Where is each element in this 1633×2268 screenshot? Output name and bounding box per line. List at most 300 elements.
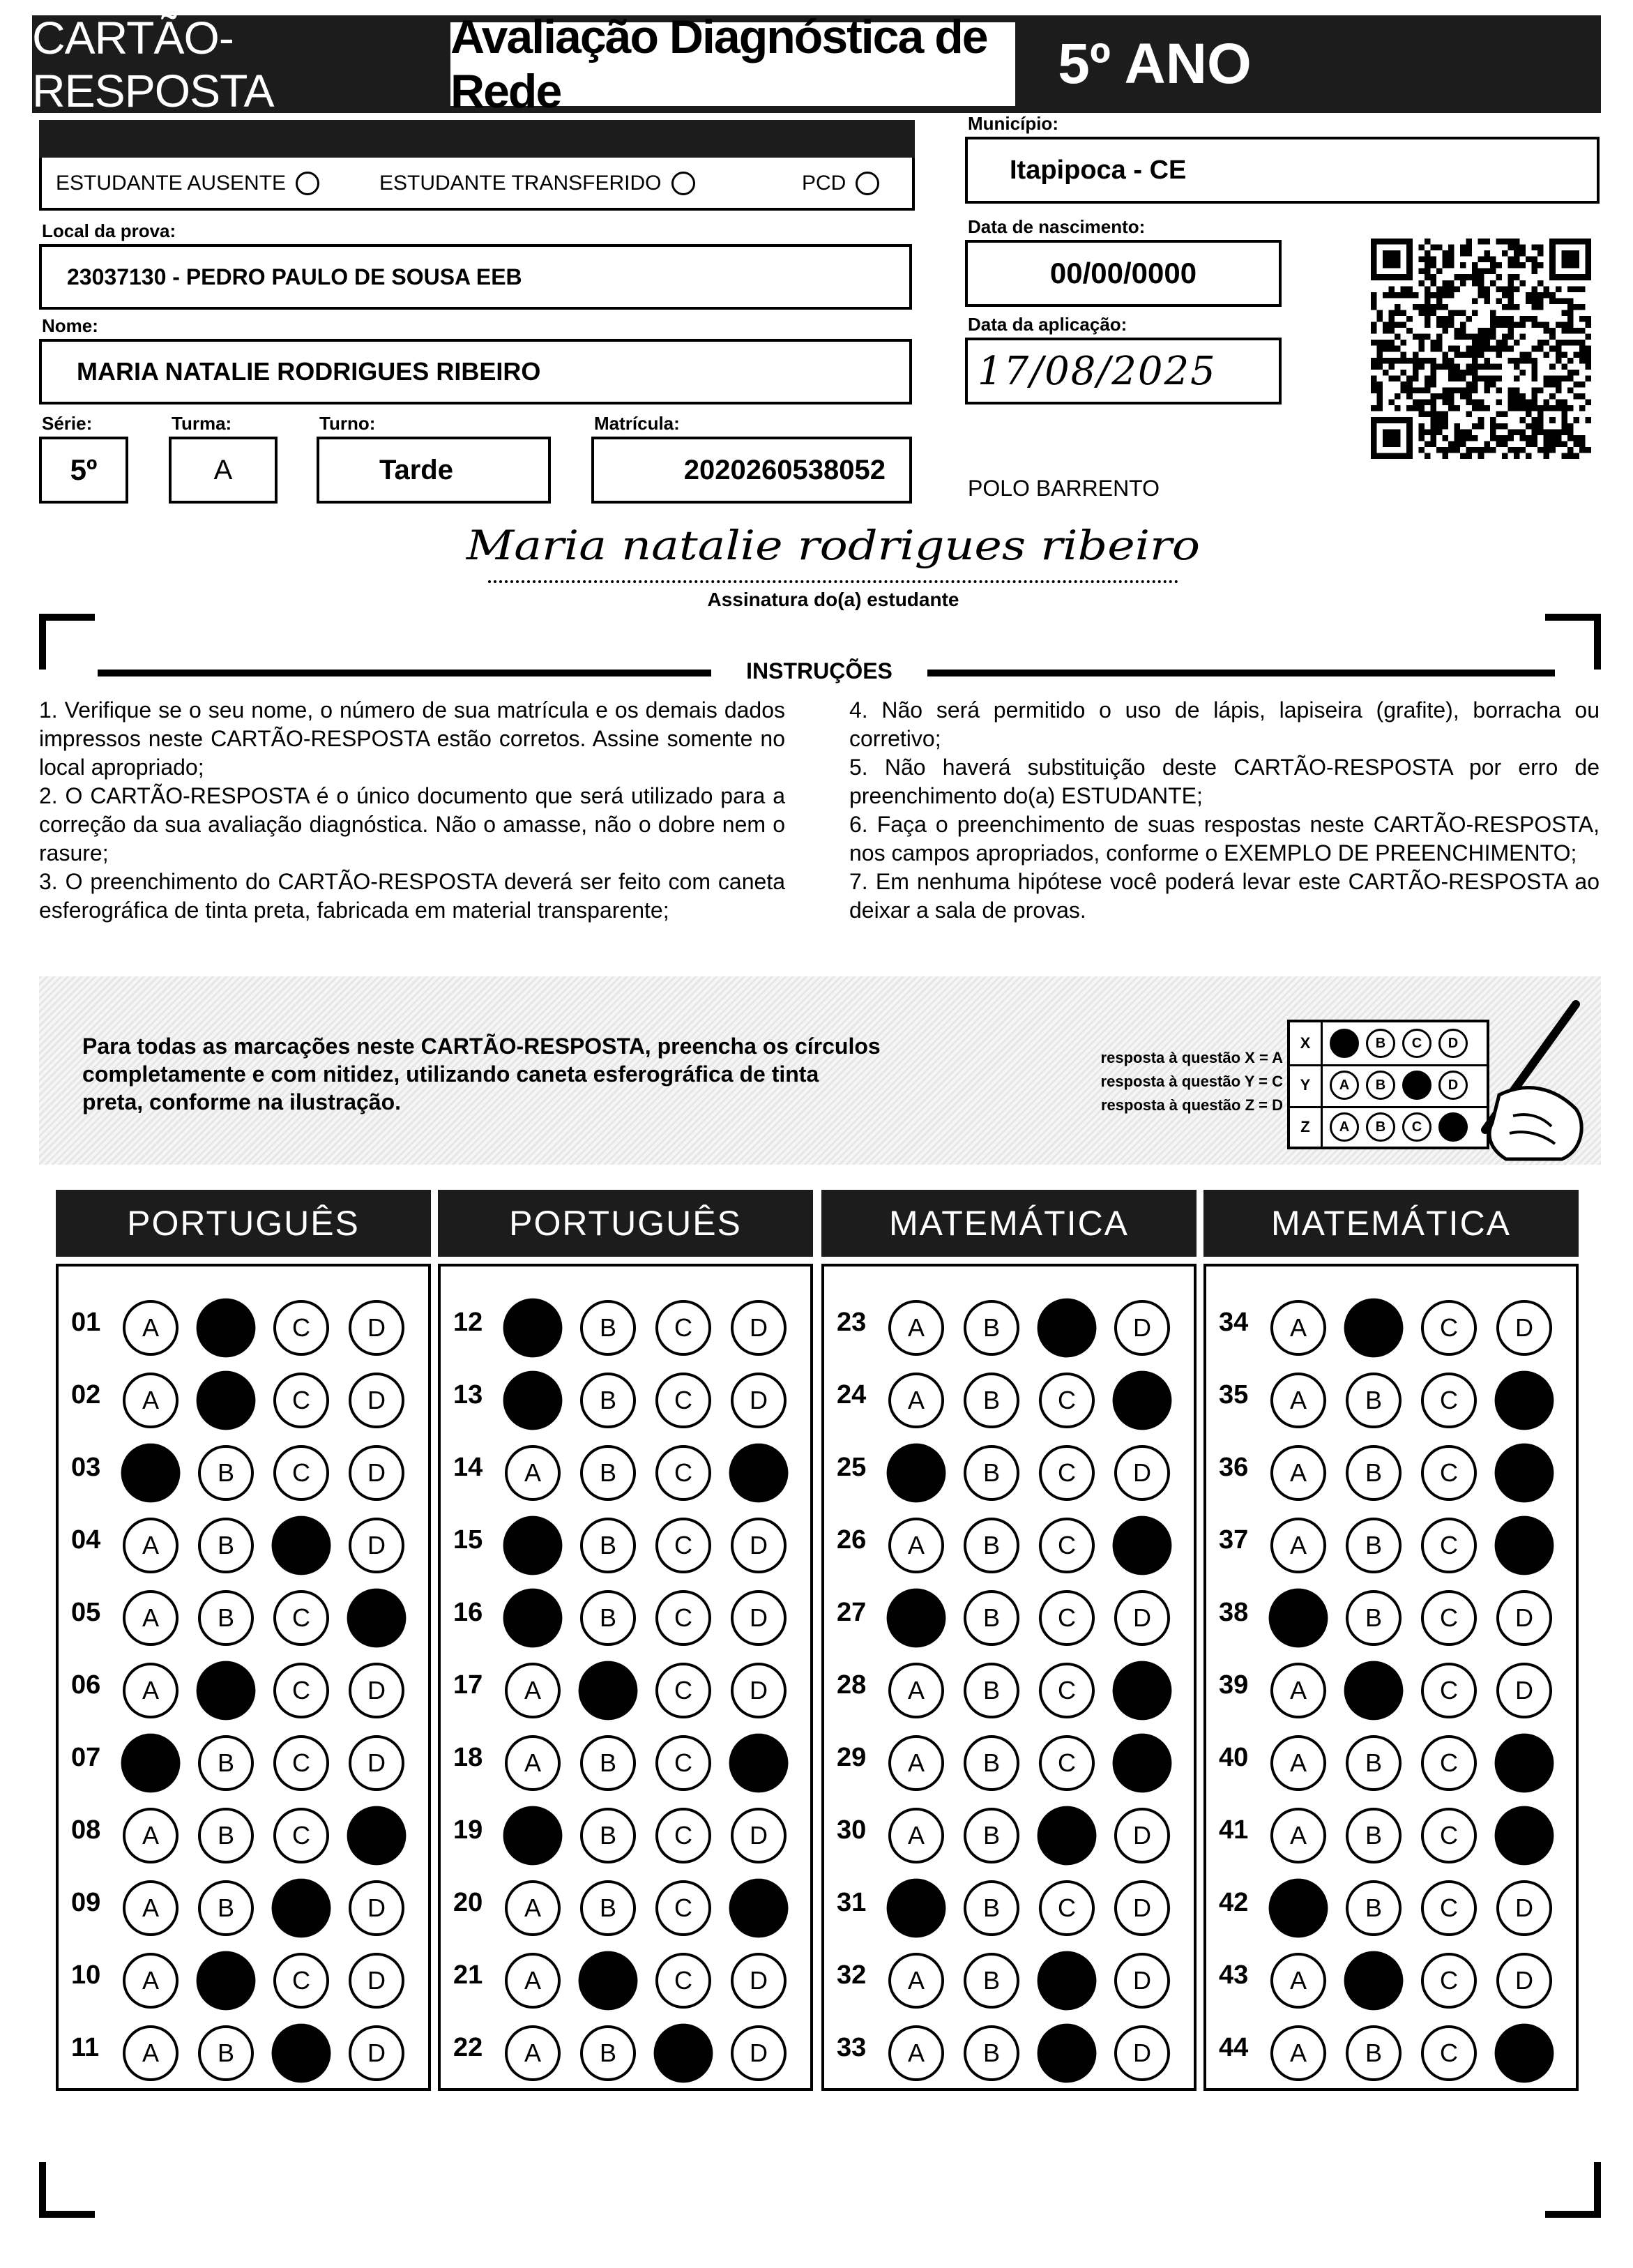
answer-bubble-c[interactable]: C	[1421, 1735, 1477, 1791]
answer-bubble-b[interactable]: B	[198, 1880, 254, 1936]
answer-bubble-a[interactable]	[121, 1444, 181, 1503]
answer-bubble-d[interactable]	[1113, 1734, 1172, 1793]
answer-bubble-a[interactable]: A	[888, 1953, 944, 2009]
question-number: 22	[453, 2032, 483, 2062]
example-row-label: X	[1290, 1022, 1323, 1064]
answer-bubble-c[interactable]: C	[655, 1445, 711, 1501]
answer-bubble-c[interactable]	[1038, 1299, 1097, 1358]
answer-row	[824, 1721, 1194, 1794]
question-number: 42	[1219, 1887, 1249, 1917]
answer-bubble-b[interactable]	[197, 1371, 256, 1430]
answer-bubble-c[interactable]: C	[655, 1808, 711, 1863]
answer-bubble-c[interactable]: C	[273, 1445, 329, 1501]
answer-bubble-a[interactable]: A	[888, 1373, 944, 1428]
answer-bubble-d[interactable]: D	[731, 1953, 787, 2009]
example-legend-z: resposta à questão Z = D	[1100, 1096, 1283, 1114]
instruction-4: 4. Não será permitido o uso de lápis, lapiseira (grafite), borracha ou corretivo;	[849, 697, 1600, 751]
answer-bubble-c[interactable]: C	[1421, 1590, 1477, 1646]
example-row-label: Z	[1290, 1106, 1323, 1148]
answer-bubble-a[interactable]	[503, 1806, 563, 1866]
example-bubble: D	[1438, 1071, 1468, 1100]
answer-bubble-a[interactable]: A	[505, 2025, 561, 2081]
answer-bubble-c[interactable]: C	[273, 1300, 329, 1356]
answer-bubble-b[interactable]	[579, 1661, 638, 1721]
answer-bubble-b[interactable]: B	[198, 2025, 254, 2081]
question-number: 27	[837, 1597, 867, 1627]
answer-bubble-d[interactable]: D	[1114, 2025, 1170, 2081]
question-number: 12	[453, 1307, 483, 1337]
answer-bubble-b[interactable]: B	[198, 1590, 254, 1646]
card-title: CARTÃO-RESPOSTA	[32, 12, 274, 116]
question-number: 09	[71, 1887, 101, 1917]
application-date-label: Data da aplicação:	[968, 314, 1127, 335]
answer-bubble-c[interactable]: C	[1039, 1518, 1095, 1573]
answer-bubble-b[interactable]	[1344, 1951, 1404, 2011]
answer-bubble-c[interactable]: C	[655, 1300, 711, 1356]
matricula-label: Matrícula:	[594, 413, 680, 434]
answer-bubble-b[interactable]: B	[580, 1808, 636, 1863]
answer-bubble-a[interactable]	[503, 1299, 563, 1358]
corner-mark-bottom-right	[1545, 2162, 1601, 2218]
question-number: 44	[1219, 2032, 1249, 2062]
answer-bubble-a[interactable]: A	[1270, 1663, 1326, 1718]
answer-section	[821, 1264, 1197, 2091]
qr-code	[1371, 239, 1591, 459]
answer-bubble-b[interactable]: B	[1346, 1518, 1402, 1573]
answer-row	[441, 1504, 810, 1576]
answer-row	[59, 1286, 428, 1359]
answer-bubble-c[interactable]: C	[1421, 1663, 1477, 1718]
question-number: 35	[1219, 1379, 1249, 1409]
answer-bubble-a[interactable]	[887, 1444, 946, 1503]
section-header: PORTUGUÊS	[438, 1190, 813, 1257]
answer-bubble-d[interactable]: D	[349, 1663, 404, 1718]
answer-bubble-a[interactable]: A	[1270, 2025, 1326, 2081]
answer-bubble-c[interactable]: C	[1039, 1590, 1095, 1646]
answer-bubble-a[interactable]: A	[505, 1663, 561, 1718]
answer-row	[441, 1359, 810, 1431]
answer-row	[59, 1794, 428, 1866]
answer-bubble-a[interactable]	[1269, 1879, 1328, 1938]
answer-bubble-c[interactable]	[272, 1879, 331, 1938]
answer-bubble-b[interactable]: B	[580, 1373, 636, 1428]
answer-bubble-d[interactable]: D	[1496, 1880, 1552, 1936]
answer-bubble-b[interactable]	[197, 1951, 256, 2011]
example-bubble: B	[1366, 1112, 1395, 1142]
answer-section	[1203, 1264, 1579, 2091]
answer-bubble-d[interactable]: D	[1496, 1663, 1552, 1718]
answer-bubble-d[interactable]: D	[731, 1590, 787, 1646]
option-absent[interactable]	[56, 172, 319, 195]
answer-bubble-b[interactable]: B	[198, 1735, 254, 1791]
answer-bubble-c[interactable]	[1038, 1951, 1097, 2011]
question-number: 24	[837, 1379, 867, 1409]
answer-bubble-b[interactable]: B	[1346, 1445, 1402, 1501]
answer-bubble-c[interactable]	[654, 2024, 713, 2083]
option-transferred[interactable]	[379, 172, 695, 195]
answer-bubble-a[interactable]	[887, 1589, 946, 1648]
answer-bubble-b[interactable]	[197, 1661, 256, 1721]
question-number: 10	[71, 1960, 101, 1990]
answer-row	[441, 1866, 810, 1939]
answer-bubble-c[interactable]: C	[273, 1953, 329, 2009]
answer-bubble-b[interactable]: B	[964, 1953, 1019, 2009]
answer-bubble-d[interactable]: D	[1114, 1880, 1170, 1936]
answer-bubble-a[interactable]: A	[888, 1663, 944, 1718]
answer-bubble-a[interactable]	[503, 1371, 563, 1430]
answer-row	[441, 1721, 810, 1794]
hand-pen-illustration	[1436, 997, 1597, 1165]
answer-bubble-b[interactable]: B	[964, 1373, 1019, 1428]
corner-mark-top-right	[1545, 614, 1601, 670]
answer-bubble-a[interactable]: A	[505, 1735, 561, 1791]
answer-bubble-c[interactable]: C	[1421, 1880, 1477, 1936]
answer-bubble-b[interactable]: B	[580, 1590, 636, 1646]
answer-bubble-b[interactable]: B	[580, 1445, 636, 1501]
answer-bubble-d[interactable]: D	[731, 1518, 787, 1573]
question-number: 21	[453, 1960, 483, 1990]
answer-bubble-c[interactable]: C	[1039, 1880, 1095, 1936]
answer-bubble-c[interactable]: C	[1039, 1735, 1095, 1791]
question-number: 01	[71, 1307, 101, 1337]
answer-bubble-c[interactable]: C	[273, 1808, 329, 1863]
question-number: 31	[837, 1887, 867, 1917]
answer-bubble-c[interactable]: C	[273, 1735, 329, 1791]
example-bubble: A	[1330, 1112, 1359, 1142]
example-bubble	[1402, 1071, 1431, 1100]
answer-row	[441, 1576, 810, 1649]
answer-bubble-b[interactable]: B	[198, 1808, 254, 1863]
name-field[interactable]: MARIA NATALIE RODRIGUES RIBEIRO	[39, 339, 912, 405]
example-bubble: B	[1366, 1071, 1395, 1100]
answer-bubble-b[interactable]: B	[964, 1663, 1019, 1718]
answer-bubble-d[interactable]: D	[731, 2025, 787, 2081]
answer-bubble-a[interactable]: A	[888, 1735, 944, 1791]
question-number: 26	[837, 1525, 867, 1555]
answer-bubble-b[interactable]: B	[964, 1735, 1019, 1791]
answer-bubble-c[interactable]: C	[655, 1373, 711, 1428]
question-number: 05	[71, 1597, 101, 1627]
answer-bubble-b[interactable]: B	[964, 1590, 1019, 1646]
answer-bubble-b[interactable]: B	[580, 1735, 636, 1791]
question-number: 02	[71, 1379, 101, 1409]
answer-bubble-d[interactable]	[1495, 2024, 1554, 2083]
answer-bubble-a[interactable]: A	[1270, 1953, 1326, 2009]
answer-bubble-a[interactable]	[1269, 1589, 1328, 1648]
answer-bubble-a[interactable]	[887, 1879, 946, 1938]
turma-field[interactable]: A	[169, 437, 278, 504]
local-label: Local da prova:	[42, 220, 176, 241]
answer-bubble-b[interactable]: B	[1346, 1735, 1402, 1791]
serie-field[interactable]: 5º	[39, 437, 128, 504]
answer-row	[1206, 1431, 1576, 1504]
answer-row	[1206, 1866, 1576, 1939]
answer-bubble-c[interactable]: C	[273, 1590, 329, 1646]
answer-bubble-b[interactable]	[197, 1299, 256, 1358]
option-transferred-circle[interactable]	[671, 172, 695, 195]
answer-row	[441, 1939, 810, 2011]
answer-bubble-b[interactable]: B	[1346, 2025, 1402, 2081]
answer-bubble-d[interactable]	[1495, 1806, 1554, 1866]
answer-bubble-c[interactable]: C	[1421, 1445, 1477, 1501]
answer-row	[441, 1286, 810, 1359]
answer-bubble-a[interactable]: A	[123, 1880, 179, 1936]
answer-row	[824, 1504, 1194, 1576]
answer-bubble-c[interactable]: C	[1039, 1445, 1095, 1501]
answer-bubble-c[interactable]	[272, 1516, 331, 1575]
answer-bubble-a[interactable]: A	[505, 1953, 561, 2009]
answer-bubble-d[interactable]: D	[1496, 1300, 1552, 1356]
option-absent-circle[interactable]	[296, 172, 319, 195]
answer-bubble-b[interactable]: B	[964, 1518, 1019, 1573]
answer-bubble-c[interactable]: C	[1421, 1518, 1477, 1573]
answer-bubble-b[interactable]	[579, 1951, 638, 2011]
answer-bubble-b[interactable]: B	[1346, 1808, 1402, 1863]
answer-bubble-d[interactable]	[1495, 1516, 1554, 1575]
answer-row	[441, 1431, 810, 1504]
answer-bubble-c[interactable]: C	[655, 1518, 711, 1573]
answer-bubble-b[interactable]: B	[1346, 1880, 1402, 1936]
answer-bubble-d[interactable]: D	[1114, 1808, 1170, 1863]
example-bubble	[1330, 1029, 1359, 1058]
instructions-rule-right	[927, 670, 1555, 676]
answer-bubble-b[interactable]: B	[964, 2025, 1019, 2081]
birthdate-label: Data de nascimento:	[968, 216, 1146, 237]
answer-bubble-d[interactable]: D	[731, 1300, 787, 1356]
answer-bubble-d[interactable]	[729, 1734, 789, 1793]
answer-row	[824, 1576, 1194, 1649]
answer-bubble-d[interactable]: D	[1114, 1445, 1170, 1501]
answer-bubble-b[interactable]: B	[1346, 1373, 1402, 1428]
answer-bubble-d[interactable]: D	[349, 1300, 404, 1356]
question-number: 03	[71, 1452, 101, 1482]
application-date-field[interactable]: 17/08/2025	[965, 338, 1282, 405]
answer-bubble-a[interactable]	[503, 1516, 563, 1575]
answer-row	[1206, 1649, 1576, 1721]
instruction-6: 6. Faça o preenchimento de suas respostas neste CARTÃO-RESPOSTA, nos campos apropriados, conforme o EXEMPLO DE PREENCHIMENTO;	[849, 812, 1600, 865]
example-bubble: D	[1438, 1029, 1468, 1058]
answer-bubble-b[interactable]: B	[580, 1518, 636, 1573]
answer-bubble-d[interactable]: D	[349, 1880, 404, 1936]
question-number: 36	[1219, 1452, 1249, 1482]
answer-bubble-b[interactable]: B	[580, 1880, 636, 1936]
answer-bubble-b[interactable]	[1344, 1661, 1404, 1721]
answer-bubble-d[interactable]	[1495, 1371, 1554, 1430]
answer-bubble-d[interactable]	[1113, 1371, 1172, 1430]
question-number: 29	[837, 1742, 867, 1772]
answer-bubble-a[interactable]: A	[1270, 1735, 1326, 1791]
answer-bubble-b[interactable]: B	[964, 1808, 1019, 1863]
question-number: 33	[837, 2032, 867, 2062]
answer-bubble-c[interactable]: C	[655, 1663, 711, 1718]
answer-bubble-a[interactable]: A	[888, 1518, 944, 1573]
answer-bubble-b[interactable]: B	[964, 1300, 1019, 1356]
corner-mark-top-left	[39, 614, 95, 670]
section-header: MATEMÁTICA	[1203, 1190, 1579, 1257]
instructions-rule-left	[98, 670, 711, 676]
answer-bubble-b[interactable]: B	[964, 1880, 1019, 1936]
option-pcd-label: PCD	[802, 172, 846, 195]
answer-bubble-d[interactable]: D	[349, 1373, 404, 1428]
question-number: 37	[1219, 1525, 1249, 1555]
answer-bubble-c[interactable]	[1038, 1806, 1097, 1866]
answer-bubble-c[interactable]: C	[1421, 1808, 1477, 1863]
municipio-label: Município:	[968, 113, 1058, 134]
answer-row	[59, 1721, 428, 1794]
option-absent-label: ESTUDANTE AUSENTE	[56, 172, 287, 195]
answer-bubble-c[interactable]: C	[1421, 1373, 1477, 1428]
answer-bubble-c[interactable]: C	[1421, 1953, 1477, 2009]
answer-row	[441, 1794, 810, 1866]
question-number: 13	[453, 1379, 483, 1409]
answer-bubble-d[interactable]: D	[349, 1445, 404, 1501]
question-number: 38	[1219, 1597, 1249, 1627]
answer-bubble-b[interactable]: B	[964, 1445, 1019, 1501]
example-bubble: A	[1330, 1071, 1359, 1100]
question-number: 20	[453, 1887, 483, 1917]
option-pcd-circle[interactable]	[856, 172, 879, 195]
answer-section	[438, 1264, 813, 2091]
answer-bubble-a[interactable]: A	[888, 1808, 944, 1863]
answer-bubble-a[interactable]: A	[123, 1663, 179, 1718]
answer-row	[824, 1794, 1194, 1866]
example-bubble: B	[1366, 1029, 1395, 1058]
answer-bubble-d[interactable]: D	[1114, 1300, 1170, 1356]
signature-caption: Assinatura do(a) estudante	[707, 589, 959, 610]
answer-bubble-d[interactable]: D	[349, 1518, 404, 1573]
answer-bubble-c[interactable]: C	[655, 1953, 711, 2009]
example-legend-y: resposta à questão Y = C	[1100, 1073, 1283, 1090]
signature-line	[488, 580, 1178, 583]
answer-row	[1206, 1794, 1576, 1866]
question-number: 30	[837, 1815, 867, 1845]
answer-bubble-a[interactable]: A	[123, 1808, 179, 1863]
instruction-2: 2. O CARTÃO-RESPOSTA é o único documento que será utilizado para a correção da sua avaliação diagnóstica. Não o amasse, não o dobre nem o rasure;	[39, 783, 785, 865]
answer-row	[1206, 1504, 1576, 1576]
answer-row	[1206, 1359, 1576, 1431]
answer-bubble-d[interactable]	[1495, 1734, 1554, 1793]
answer-bubble-d[interactable]: D	[1114, 1590, 1170, 1646]
answer-bubble-a[interactable]: A	[123, 1373, 179, 1428]
answer-bubble-a[interactable]	[121, 1734, 181, 1793]
question-number: 04	[71, 1525, 101, 1555]
turma-label: Turma:	[172, 413, 232, 434]
answer-row	[59, 1866, 428, 1939]
turno-label: Turno:	[319, 413, 376, 434]
answer-bubble-a[interactable]: A	[1270, 1808, 1326, 1863]
answer-bubble-c[interactable]: C	[1421, 1300, 1477, 1356]
answer-bubble-d[interactable]: D	[349, 1953, 404, 2009]
answer-bubble-b[interactable]: B	[580, 2025, 636, 2081]
answer-bubble-a[interactable]: A	[123, 1300, 179, 1356]
answer-row	[824, 1649, 1194, 1721]
answer-bubble-a[interactable]: A	[123, 1518, 179, 1573]
answer-row	[824, 1866, 1194, 1939]
answer-row	[1206, 2011, 1576, 2084]
answer-bubble-d[interactable]: D	[731, 1808, 787, 1863]
example-instruction-text: Para todas as marcações neste CARTÃO-RESPOSTA, preencha os círculos completamente e com nitidez, utilizando caneta esferográfica de tinta preta, conforme na ilustração.	[82, 1034, 881, 1114]
answer-bubble-a[interactable]: A	[1270, 1373, 1326, 1428]
question-number: 07	[71, 1742, 101, 1772]
status-bar	[39, 120, 915, 158]
answer-bubble-c[interactable]: C	[655, 1590, 711, 1646]
answer-bubble-a[interactable]: A	[1270, 1300, 1326, 1356]
example-bubble: C	[1402, 1029, 1431, 1058]
answer-bubble-a[interactable]: A	[123, 1953, 179, 2009]
corner-mark-bottom-left	[39, 2162, 95, 2218]
matricula-field[interactable]: 2020260538052	[591, 437, 912, 504]
answer-bubble-a[interactable]: A	[505, 1445, 561, 1501]
answer-bubble-d[interactable]	[347, 1589, 407, 1648]
answer-bubble-d[interactable]: D	[731, 1373, 787, 1428]
answer-bubble-b[interactable]: B	[198, 1518, 254, 1573]
answer-bubble-c[interactable]	[1038, 2024, 1097, 2083]
answer-bubble-d[interactable]	[729, 1444, 789, 1503]
answer-bubble-a[interactable]: A	[123, 2025, 179, 2081]
question-number: 14	[453, 1452, 483, 1482]
answer-bubble-d[interactable]: D	[349, 1735, 404, 1791]
answer-bubble-a[interactable]: A	[505, 1880, 561, 1936]
answer-bubble-d[interactable]	[1113, 1516, 1172, 1575]
answer-bubble-b[interactable]: B	[580, 1300, 636, 1356]
answer-bubble-c[interactable]	[272, 2024, 331, 2083]
answer-bubble-c[interactable]: C	[273, 1663, 329, 1718]
answer-bubble-c[interactable]: C	[655, 1880, 711, 1936]
answer-bubble-b[interactable]	[1344, 1299, 1404, 1358]
answer-bubble-d[interactable]	[729, 1879, 789, 1938]
answer-bubble-d[interactable]	[1495, 1444, 1554, 1503]
answer-bubble-d[interactable]: D	[1114, 1953, 1170, 2009]
question-number: 40	[1219, 1742, 1249, 1772]
municipio-field[interactable]: Itapipoca - CE	[965, 137, 1600, 204]
answer-row	[1206, 1721, 1576, 1794]
answer-bubble-d[interactable]: D	[349, 2025, 404, 2081]
turno-field[interactable]: Tarde	[317, 437, 551, 504]
answer-bubble-c[interactable]: C	[1039, 1373, 1095, 1428]
answer-bubble-b[interactable]: B	[1346, 1590, 1402, 1646]
answer-bubble-d[interactable]: D	[1496, 1953, 1552, 2009]
question-number: 39	[1219, 1670, 1249, 1700]
answer-bubble-b[interactable]: B	[198, 1445, 254, 1501]
question-number: 23	[837, 1307, 867, 1337]
question-number: 43	[1219, 1960, 1249, 1990]
answer-bubble-d[interactable]: D	[731, 1663, 787, 1718]
question-number: 16	[453, 1597, 483, 1627]
answer-bubble-c[interactable]: C	[655, 1735, 711, 1791]
answer-bubble-a[interactable]	[503, 1589, 563, 1648]
birthdate-field[interactable]: 00/00/0000	[965, 240, 1282, 307]
option-pcd[interactable]	[802, 172, 879, 195]
answer-bubble-a[interactable]: A	[888, 2025, 944, 2081]
answer-bubble-a[interactable]: A	[1270, 1518, 1326, 1573]
answer-bubble-d[interactable]: D	[1496, 1590, 1552, 1646]
question-number: 28	[837, 1670, 867, 1700]
instruction-5: 5. Não haverá substituição deste CARTÃO-RESPOSTA por erro de preenchimento do(a) ESTUDANTE;	[849, 755, 1600, 808]
question-number: 06	[71, 1670, 101, 1700]
answer-bubble-a[interactable]: A	[888, 1300, 944, 1356]
answer-bubble-a[interactable]: A	[1270, 1445, 1326, 1501]
answer-bubble-a[interactable]: A	[123, 1590, 179, 1646]
question-number: 15	[453, 1525, 483, 1555]
answer-bubble-d[interactable]	[347, 1806, 407, 1866]
answer-bubble-d[interactable]	[1113, 1661, 1172, 1721]
serie-label: Série:	[42, 413, 93, 434]
answer-bubble-c[interactable]: C	[273, 1373, 329, 1428]
answer-bubble-c[interactable]: C	[1039, 1663, 1095, 1718]
answer-row	[59, 1576, 428, 1649]
answer-bubble-c[interactable]: C	[1421, 2025, 1477, 2081]
local-field[interactable]: 23037130 - PEDRO PAULO DE SOUSA EEB	[39, 244, 912, 310]
